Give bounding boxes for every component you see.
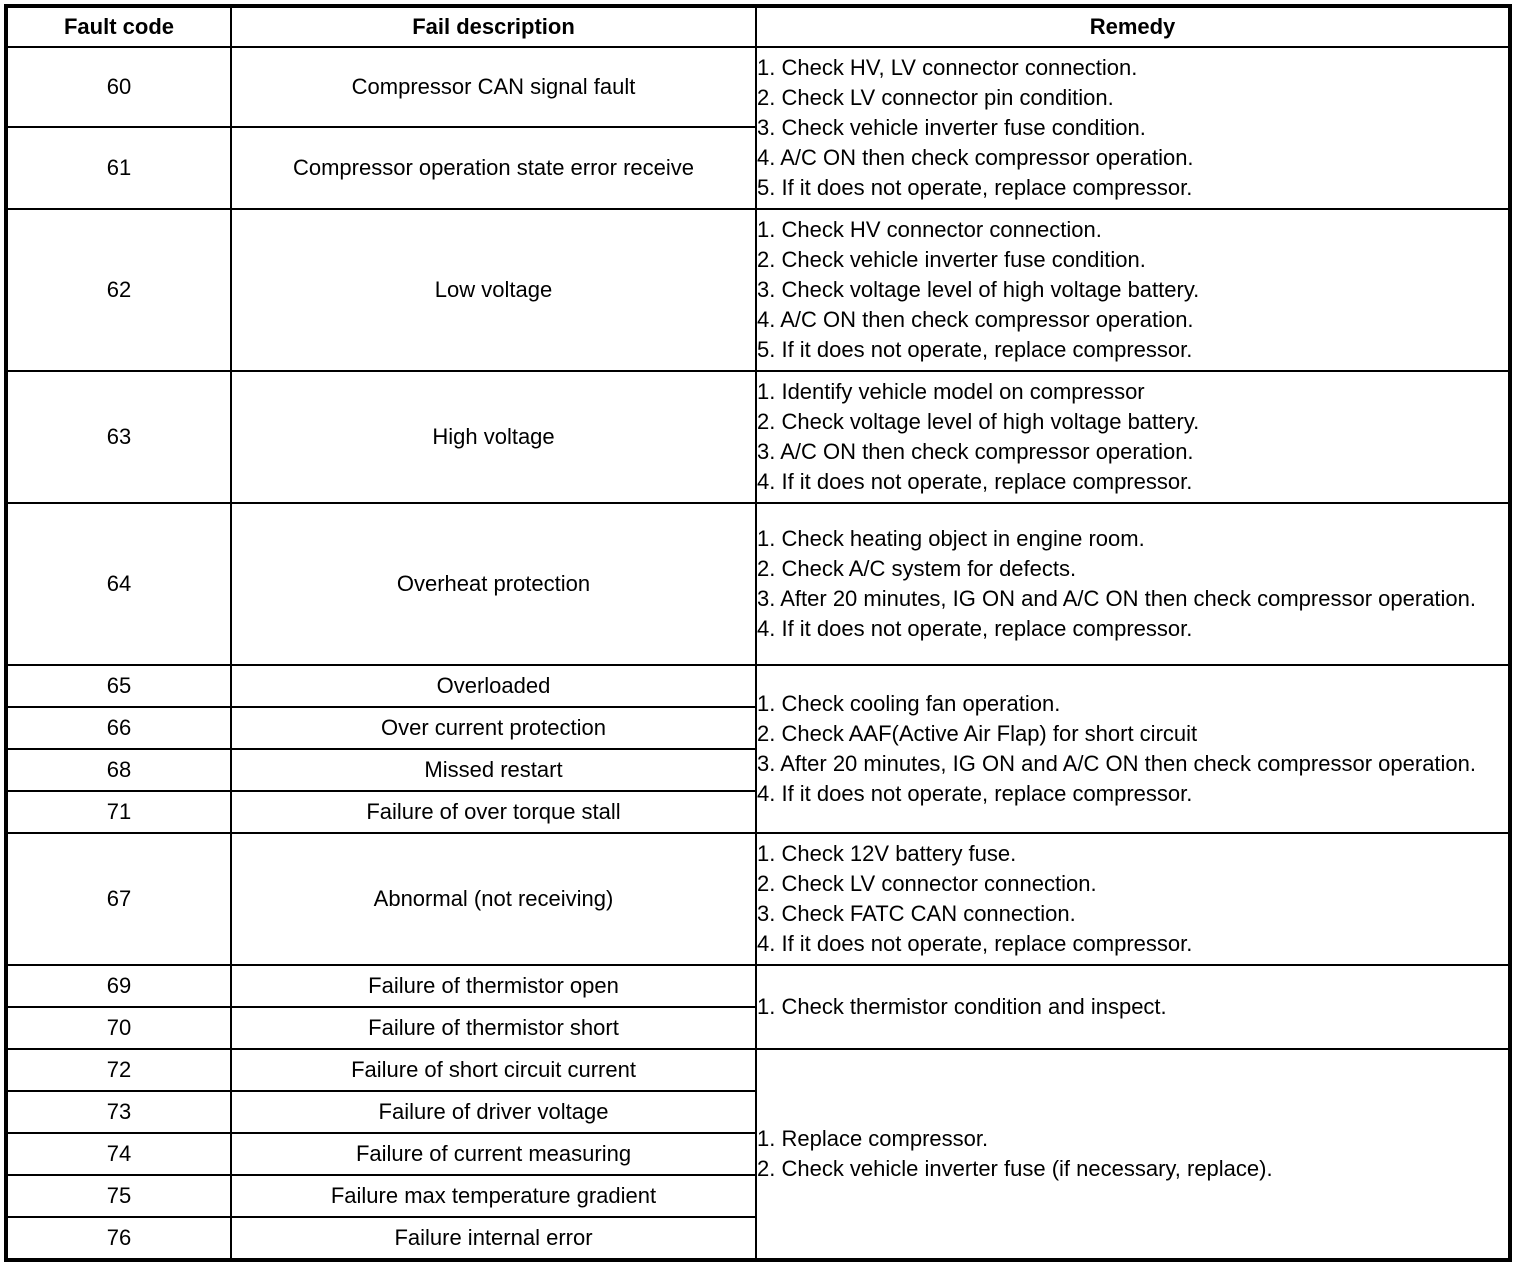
fail-description-cell: Failure of thermistor open: [231, 965, 756, 1007]
remedy-step: 4. If it does not operate, replace compressor.: [757, 469, 1193, 494]
fail-description-cell: Failure of short circuit current: [231, 1049, 756, 1091]
fail-description-cell: Overloaded: [231, 665, 756, 707]
fault-code-cell: 62: [7, 209, 231, 371]
fault-code-cell: 66: [7, 707, 231, 749]
table-row: [7, 47, 1509, 127]
remedy-step: 3. After 20 minutes, IG ON and A/C ON then check compressor operation.: [757, 586, 1477, 611]
remedy-step: 1. Replace compressor.: [757, 1126, 989, 1151]
table-row: [7, 209, 1509, 371]
remedy-cell: [756, 371, 1509, 503]
fail-description-cell: Low voltage: [231, 209, 756, 371]
remedy-step: 2. Check vehicle inverter fuse condition.: [757, 247, 1146, 272]
remedy-step: 1. Check heating object in engine room.: [757, 526, 1145, 551]
fault-code-cell: 74: [7, 1133, 231, 1175]
fault-code-cell: 70: [7, 1007, 231, 1049]
remedy-step: 2. Check A/C system for defects.: [757, 556, 1077, 581]
remedy-cell: [756, 965, 1509, 1049]
remedy-cell: [756, 1049, 1509, 1259]
fault-code-cell: 68: [7, 749, 231, 791]
remedy-step: 5. If it does not operate, replace compressor.: [757, 175, 1193, 200]
remedy-step: 4. A/C ON then check compressor operation.: [757, 145, 1194, 170]
fault-code-cell: 63: [7, 371, 231, 503]
header-row: [7, 7, 1509, 47]
remedy-step: 1. Identify vehicle model on compressor: [757, 379, 1145, 404]
fault-code-cell: 75: [7, 1175, 231, 1217]
fail-description-cell: Failure of current measuring: [231, 1133, 756, 1175]
table-row: [7, 965, 1509, 1007]
remedy-cell: [756, 503, 1509, 665]
fail-description-cell: Abnormal (not receiving): [231, 833, 756, 965]
remedy-step: 1. Check thermistor condition and inspect.: [757, 994, 1167, 1019]
remedy-step: 2. Check LV connector pin condition.: [757, 85, 1114, 110]
remedy-step: 4. If it does not operate, replace compressor.: [757, 616, 1193, 641]
remedy-step: 2. Check LV connector connection.: [757, 871, 1097, 896]
fail-description-cell: High voltage: [231, 371, 756, 503]
remedy-step: 1. Check HV connector connection.: [757, 217, 1102, 242]
remedy-step: 3. Check voltage level of high voltage battery.: [757, 277, 1200, 302]
fail-description-cell: Compressor operation state error receive: [231, 127, 756, 209]
remedy-step: 2. Check vehicle inverter fuse (if necessary, replace).: [757, 1156, 1273, 1181]
table-body: [7, 47, 1509, 1259]
remedy-step: 1. Check HV, LV connector connection.: [757, 55, 1138, 80]
fault-code-table: [6, 6, 1510, 1260]
fail-description-cell: Failure max temperature gradient: [231, 1175, 756, 1217]
remedy-step: 3. After 20 minutes, IG ON and A/C ON then check compressor operation.: [757, 751, 1477, 776]
remedy-cell: [756, 665, 1509, 833]
header-remedy: Remedy: [756, 7, 1509, 47]
remedy-step: 2. Check voltage level of high voltage battery.: [757, 409, 1200, 434]
table-row: [7, 503, 1509, 665]
remedy-step: 3. Check FATC CAN connection.: [757, 901, 1076, 926]
table-row: [7, 1049, 1509, 1091]
fault-code-cell: 64: [7, 503, 231, 665]
fail-description-cell: Over current protection: [231, 707, 756, 749]
remedy-step: 1. Check 12V battery fuse.: [757, 841, 1017, 866]
fail-description-cell: Failure of over torque stall: [231, 791, 756, 833]
header-fault-code: Fault code: [7, 7, 231, 47]
fault-code-cell: 72: [7, 1049, 231, 1091]
remedy-step: 4. If it does not operate, replace compressor.: [757, 931, 1193, 956]
remedy-cell: [756, 209, 1509, 371]
fault-code-cell: 69: [7, 965, 231, 1007]
remedy-step: 2. Check AAF(Active Air Flap) for short circuit: [757, 721, 1198, 746]
remedy-step: 3. Check vehicle inverter fuse condition.: [757, 115, 1146, 140]
remedy-step: 4. If it does not operate, replace compressor.: [757, 781, 1193, 806]
fault-code-cell: 76: [7, 1217, 231, 1259]
fault-code-cell: 65: [7, 665, 231, 707]
fault-code-cell: 73: [7, 1091, 231, 1133]
fault-code-cell: 61: [7, 127, 231, 209]
remedy-step: 4. A/C ON then check compressor operation.: [757, 307, 1194, 332]
fault-code-cell: 67: [7, 833, 231, 965]
fail-description-cell: Compressor CAN signal fault: [231, 47, 756, 127]
table-row: [7, 665, 1509, 707]
fail-description-cell: Missed restart: [231, 749, 756, 791]
fail-description-cell: Overheat protection: [231, 503, 756, 665]
fault-code-cell: 71: [7, 791, 231, 833]
table-row: [7, 371, 1509, 503]
fail-description-cell: Failure of driver voltage: [231, 1091, 756, 1133]
remedy-step: 5. If it does not operate, replace compressor.: [757, 337, 1193, 362]
remedy-step: 1. Check cooling fan operation.: [757, 691, 1061, 716]
remedy-step: 3. A/C ON then check compressor operation.: [757, 439, 1194, 464]
header-fail-description: Fail description: [231, 7, 756, 47]
fault-code-cell: 60: [7, 47, 231, 127]
fail-description-cell: Failure internal error: [231, 1217, 756, 1259]
remedy-cell: [756, 833, 1509, 965]
remedy-cell: [756, 47, 1509, 209]
fail-description-cell: Failure of thermistor short: [231, 1007, 756, 1049]
table-header: [7, 7, 1509, 47]
table-row: [7, 833, 1509, 965]
